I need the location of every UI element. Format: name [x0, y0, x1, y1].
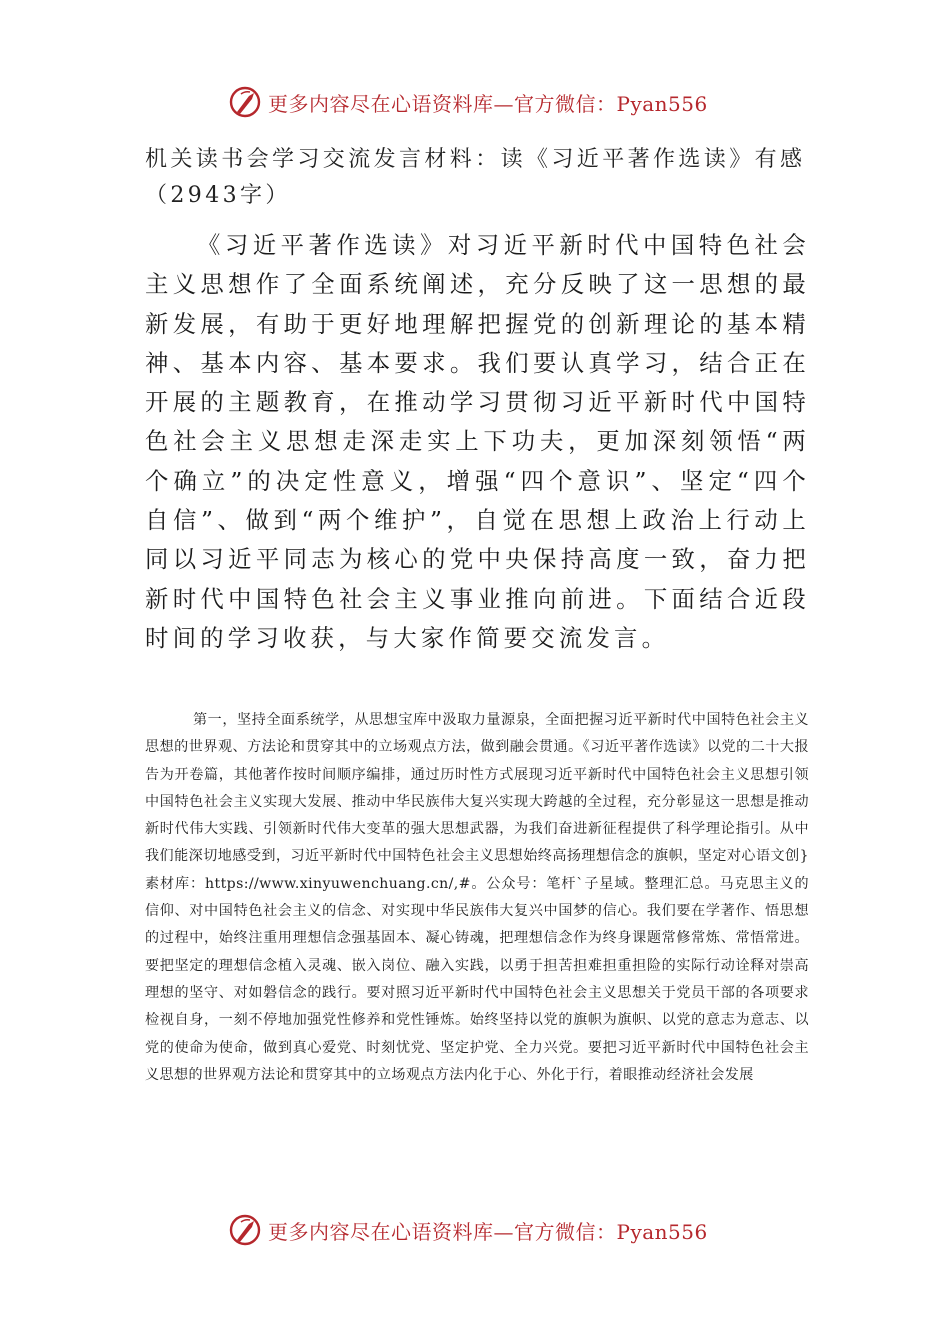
pen-nib-circle-logo-icon: [228, 85, 262, 119]
banner-text: 更多内容尽在心语资料库—官方微信：Pyan556: [268, 91, 708, 116]
pen-nib-circle-logo-icon: [228, 1213, 262, 1247]
header-banner: [228, 82, 708, 122]
footer-banner: [228, 1210, 708, 1250]
intro-paragraph: 《习近平著作选读》对习近平新时代中国特色社会主义思想作了全面系统阐述，充分反映了这一思想的最新发展，有助于更好地理解把握党的创新理论的基本精神、基本内容、基本要求。我们要认真学习，结合正在开展的主题教育，在推动学习贯彻习近平新时代中国特色社会主义思想走深走实上下功夫，更加深刻领悟“两个确立”的决定性意义，增强“四个意识”、坚定“四个自信”、做到“两个维护”，自觉在思想上政治上行动上同以习近平同志为核心的党中央保持高度一致，奋力把新时代中国特色社会主义事业推向前进。下面结合近段时间的学习收获，与大家作简要交流发言。: [145, 231, 810, 652]
body-paragraph: 第一，坚持全面系统学，从思想宝库中汲取力量源泉，全面把握习近平新时代中国特色社会主义思想的世界观、方法论和贯穿其中的立场观点方法，做到融会贯通。《习近平著作选读》以党的二十大报告为开卷篇，其他著作按时间顺序编排，通过历时性方式展现习近平新时代中国特色社会主义思想引领中国特色社会主义实现大发展、推动中华民族伟大复兴实现大跨越的全过程，充分彰显这一思想是推动新时代伟大实践、引领新时代伟大变革的强大思想武器，为我们奋进新征程提供了科学理论指引。从中我们能深切地感受到，习近平新时代中国特色社会主义思想始终高扬理想信念的旗帜，坚定对心语文创}素材库：https://www.xinyuwenchuang.cn/,#。公众号：笔杆`子星域。整理汇总。马克思主义的信仰、对中国特色社会主义的信念、对实现中华民族伟大复兴中国梦的信心。我们要在学著作、悟思想的过程中，始终注重用理想信念强基固本、凝心铸魂，把理想信念作为终身课题常修常炼、常悟常进。要把坚定的理想信念植入灵魂、嵌入岗位、融入实践，以勇于担苦担难担重担险的实际行动诠释对崇高理想的坚守、对如磐信念的践行。要对照习近平新时代中国特色社会主义思想关于党员干部的各项要求检视自身，一刻不停地加强党性修养和党性锤炼。始终坚持以党的旗帜为旗帜、以党的意志为意志、以党的使命为使命，做到真心爱党、时刻忧党、坚定护党、全力兴党。要把习近平新时代中国特色社会主义思想的世界观方法论和贯穿其中的立场观点方法内化于心、外化于行，着眼推动经济社会发展: [145, 712, 809, 1083]
banner-text: 更多内容尽在心语资料库—官方微信：Pyan556: [268, 1219, 708, 1244]
document-title: 机关读书会学习交流发言材料：读《习近平著作选读》有感（2943字）: [145, 147, 806, 208]
